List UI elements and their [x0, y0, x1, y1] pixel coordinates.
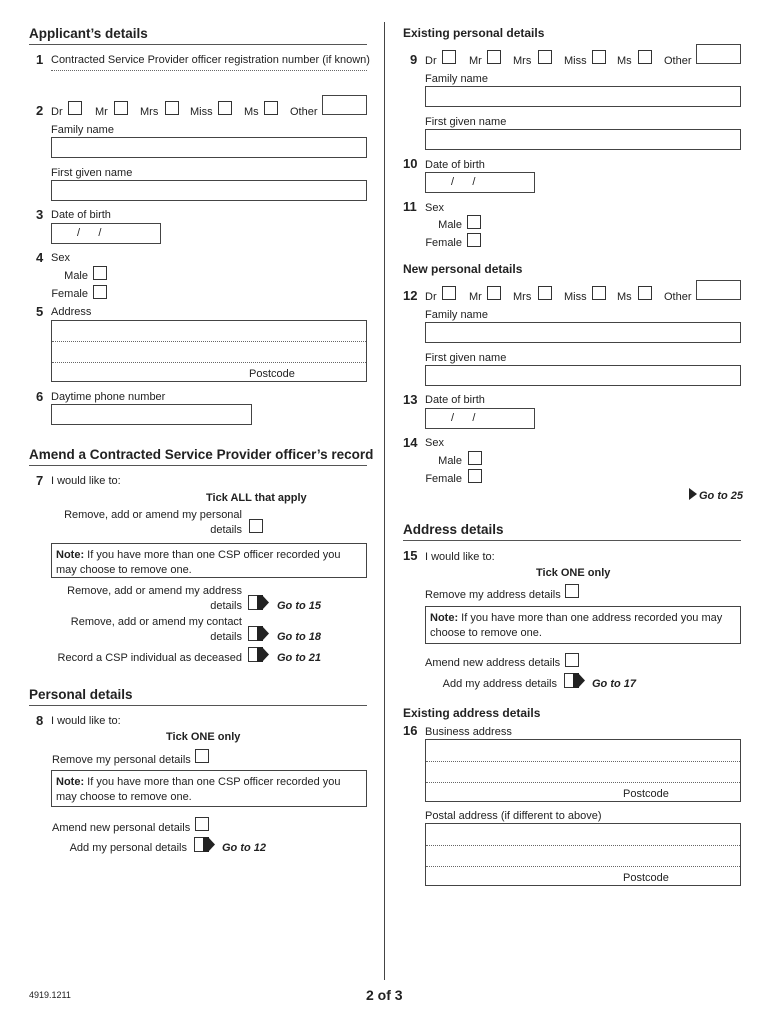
page-number: 2 of 3 — [366, 987, 403, 1003]
female-checkbox[interactable] — [467, 233, 481, 247]
remove-address-checkbox[interactable] — [565, 584, 579, 598]
date-of-birth-label: Date of birth — [51, 209, 111, 221]
title-dr-checkbox[interactable] — [442, 50, 456, 64]
title-mr-checkbox[interactable] — [487, 50, 501, 64]
existing-address-heading: Existing address details — [403, 706, 541, 720]
go-to-17-link[interactable]: Go to 17 — [592, 678, 637, 690]
note-box — [425, 606, 741, 644]
question-number: 1 — [36, 52, 44, 67]
csp-registration-field[interactable] — [51, 70, 367, 71]
first-given-name-field[interactable] — [425, 365, 741, 386]
female-checkbox[interactable] — [93, 285, 107, 299]
deceased-option-label: Record a CSP individual as deceased — [57, 652, 242, 664]
question-number: 9 — [410, 52, 418, 67]
amend-record-heading: Amend a Contracted Service Provider officer’s record — [29, 447, 374, 462]
date-separator: / / — [451, 176, 476, 188]
date-of-birth-field[interactable] — [425, 172, 535, 193]
would-like-to-label: I would like to: — [425, 551, 495, 563]
amend-personal-option-label-2: details — [210, 524, 242, 536]
tick-all-instruction: Tick ALL that apply — [206, 492, 307, 504]
postcode-label: Postcode — [249, 368, 295, 380]
title-dr-checkbox[interactable] — [442, 286, 456, 300]
title-mrs-checkbox[interactable] — [538, 286, 552, 300]
male-label: Male — [438, 219, 462, 231]
amend-new-personal-checkbox[interactable] — [195, 817, 209, 831]
question-number: 15 — [403, 548, 418, 563]
dotted-line — [426, 761, 740, 762]
go-to-21-link[interactable]: Go to 21 — [277, 652, 322, 664]
arrow-checkbox-icon[interactable] — [564, 673, 586, 688]
amend-new-address-checkbox[interactable] — [565, 653, 579, 667]
add-address-label: Add my address details — [442, 678, 557, 690]
postal-address-label: Postal address (if different to above) — [425, 810, 602, 822]
amend-address-option-label: Remove, add or amend my address — [67, 585, 242, 597]
question-number: 8 — [36, 713, 44, 728]
question-number: 6 — [36, 389, 44, 404]
sex-label: Sex — [51, 252, 70, 264]
dotted-line — [52, 362, 366, 363]
dotted-line — [52, 341, 366, 342]
note-label: Note: — [56, 549, 85, 561]
arrow-right-icon — [689, 488, 697, 500]
title-ms-checkbox[interactable] — [638, 50, 652, 64]
title-mrs-label: Mrs — [513, 291, 532, 303]
note-box — [51, 543, 367, 578]
first-given-name-label: First given name — [425, 116, 507, 128]
amend-contact-option-label-2: details — [210, 631, 242, 643]
title-dr-label: Dr — [425, 291, 437, 303]
divider — [29, 705, 367, 706]
add-personal-label: Add my personal details — [69, 842, 187, 854]
amend-address-option-label-2: details — [210, 600, 242, 612]
daytime-phone-field[interactable] — [51, 404, 252, 425]
male-label: Male — [438, 455, 462, 467]
arrow-checkbox-icon[interactable] — [194, 837, 216, 852]
family-name-field[interactable] — [425, 86, 741, 107]
first-given-name-label: First given name — [425, 352, 507, 364]
date-separator: / / — [451, 412, 476, 424]
male-checkbox[interactable] — [467, 215, 481, 229]
amend-new-personal-label: Amend new personal details — [52, 822, 191, 834]
business-address-field[interactable] — [425, 739, 741, 802]
title-miss-checkbox[interactable] — [592, 50, 606, 64]
note-label: Note: — [430, 612, 459, 624]
question-number: 11 — [403, 199, 417, 214]
amend-personal-option-label: Remove, add or amend my personal — [64, 509, 242, 521]
go-to-25-link[interactable]: Go to 25 — [699, 490, 744, 502]
personal-details-heading: Personal details — [29, 687, 133, 702]
title-miss-checkbox[interactable] — [592, 286, 606, 300]
question-number: 4 — [36, 250, 44, 265]
title-other-field[interactable] — [696, 280, 741, 300]
title-ms-label: Ms — [617, 291, 632, 303]
first-given-name-field[interactable] — [425, 129, 741, 150]
question-number: 13 — [403, 392, 418, 407]
first-given-name-label: First given name — [51, 167, 133, 179]
title-mr-label: Mr — [469, 55, 482, 67]
male-label: Male — [64, 270, 88, 282]
remove-address-label: Remove my address details — [425, 589, 561, 601]
sex-label: Sex — [425, 202, 444, 214]
dotted-line — [426, 866, 740, 867]
title-dr-label: Dr — [51, 106, 63, 118]
title-miss-checkbox[interactable] — [218, 101, 232, 115]
arrow-checkbox-icon[interactable] — [248, 647, 270, 662]
date-of-birth-label: Date of birth — [425, 394, 485, 406]
title-miss-label: Miss — [564, 55, 587, 67]
arrow-checkbox-icon[interactable] — [248, 626, 270, 641]
first-given-name-field[interactable] — [51, 180, 367, 201]
question-number: 16 — [403, 723, 418, 738]
postal-address-field[interactable] — [425, 823, 741, 886]
address-label: Address — [51, 306, 92, 318]
amend-personal-checkbox[interactable] — [249, 519, 263, 533]
divider — [29, 44, 367, 45]
title-mrs-checkbox[interactable] — [538, 50, 552, 64]
note-text: If you have more than one address recorded you may choose to remove one. — [430, 612, 723, 639]
question-number: 10 — [403, 156, 418, 171]
divider — [29, 465, 367, 466]
question-number: 14 — [403, 435, 418, 450]
date-separator: / / — [77, 227, 102, 239]
existing-personal-heading: Existing personal details — [403, 26, 545, 40]
female-label: Female — [425, 237, 462, 249]
title-mr-checkbox[interactable] — [114, 101, 128, 115]
female-checkbox[interactable] — [468, 469, 482, 483]
title-ms-checkbox[interactable] — [264, 101, 278, 115]
tick-one-instruction: Tick ONE only — [166, 731, 241, 743]
dotted-line — [426, 782, 740, 783]
title-other-field[interactable] — [322, 95, 367, 115]
address-field[interactable] — [51, 320, 367, 382]
amend-contact-option-label: Remove, add or amend my contact — [70, 616, 242, 628]
title-mrs-label: Mrs — [140, 106, 159, 118]
question-number: 2 — [36, 103, 44, 118]
title-mrs-checkbox[interactable] — [165, 101, 179, 115]
dotted-line — [426, 845, 740, 846]
question-number: 3 — [36, 207, 44, 222]
date-of-birth-field[interactable] — [425, 408, 535, 429]
note-text: If you have more than one CSP officer recorded you may choose to remove one. — [56, 549, 341, 576]
question-number: 12 — [403, 288, 418, 303]
new-personal-heading: New personal details — [403, 262, 523, 276]
date-of-birth-field[interactable] — [51, 223, 161, 244]
daytime-phone-label: Daytime phone number — [51, 391, 166, 403]
address-details-heading: Address details — [403, 522, 504, 537]
postcode-label: Postcode — [623, 872, 669, 884]
title-dr-checkbox[interactable] — [68, 101, 82, 115]
title-ms-label: Ms — [244, 106, 259, 118]
title-mrs-label: Mrs — [513, 55, 532, 67]
postcode-label: Postcode — [623, 788, 669, 800]
amend-new-address-label: Amend new address details — [425, 657, 561, 669]
arrow-checkbox-icon[interactable] — [248, 595, 270, 610]
would-like-to-label: I would like to: — [51, 715, 121, 727]
title-ms-label: Ms — [617, 55, 632, 67]
family-name-label: Family name — [51, 124, 114, 136]
csp-registration-label: Contracted Service Provider officer registration number (if known) — [51, 54, 370, 66]
title-miss-label: Miss — [564, 291, 587, 303]
note-box — [51, 770, 367, 807]
title-mr-checkbox[interactable] — [487, 286, 501, 300]
title-other-label: Other — [664, 291, 692, 303]
question-number: 7 — [36, 473, 44, 488]
family-name-label: Family name — [425, 73, 488, 85]
remove-personal-checkbox[interactable] — [195, 749, 209, 763]
go-to-12-link[interactable]: Go to 12 — [222, 842, 267, 854]
sex-label: Sex — [425, 437, 444, 449]
go-to-15-link[interactable]: Go to 15 — [277, 600, 322, 612]
title-other-label: Other — [664, 55, 692, 67]
go-to-18-link[interactable]: Go to 18 — [277, 631, 322, 643]
title-other-label: Other — [290, 106, 318, 118]
form-code: 4919.1211 — [29, 990, 71, 1000]
male-checkbox[interactable] — [468, 451, 482, 465]
family-name-field[interactable] — [425, 322, 741, 343]
title-other-field[interactable] — [696, 44, 741, 64]
male-checkbox[interactable] — [93, 266, 107, 280]
question-number: 5 — [36, 304, 44, 319]
female-label: Female — [425, 473, 462, 485]
date-of-birth-label: Date of birth — [425, 159, 485, 171]
would-like-to-label: I would like to: — [51, 475, 121, 487]
business-address-label: Business address — [425, 726, 512, 738]
female-label: Female — [51, 288, 88, 300]
remove-personal-label: Remove my personal details — [52, 754, 191, 766]
family-name-label: Family name — [425, 309, 488, 321]
note-text: If you have more than one CSP officer recorded you may choose to remove one. — [56, 776, 341, 803]
title-mr-label: Mr — [469, 291, 482, 303]
family-name-field[interactable] — [51, 137, 367, 158]
tick-one-instruction: Tick ONE only — [536, 567, 611, 579]
title-dr-label: Dr — [425, 55, 437, 67]
divider — [403, 540, 741, 541]
note-label: Note: — [56, 776, 85, 788]
column-divider — [384, 22, 385, 980]
title-ms-checkbox[interactable] — [638, 286, 652, 300]
applicant-details-heading: Applicant’s details — [29, 26, 148, 41]
title-miss-label: Miss — [190, 106, 213, 118]
title-mr-label: Mr — [95, 106, 108, 118]
